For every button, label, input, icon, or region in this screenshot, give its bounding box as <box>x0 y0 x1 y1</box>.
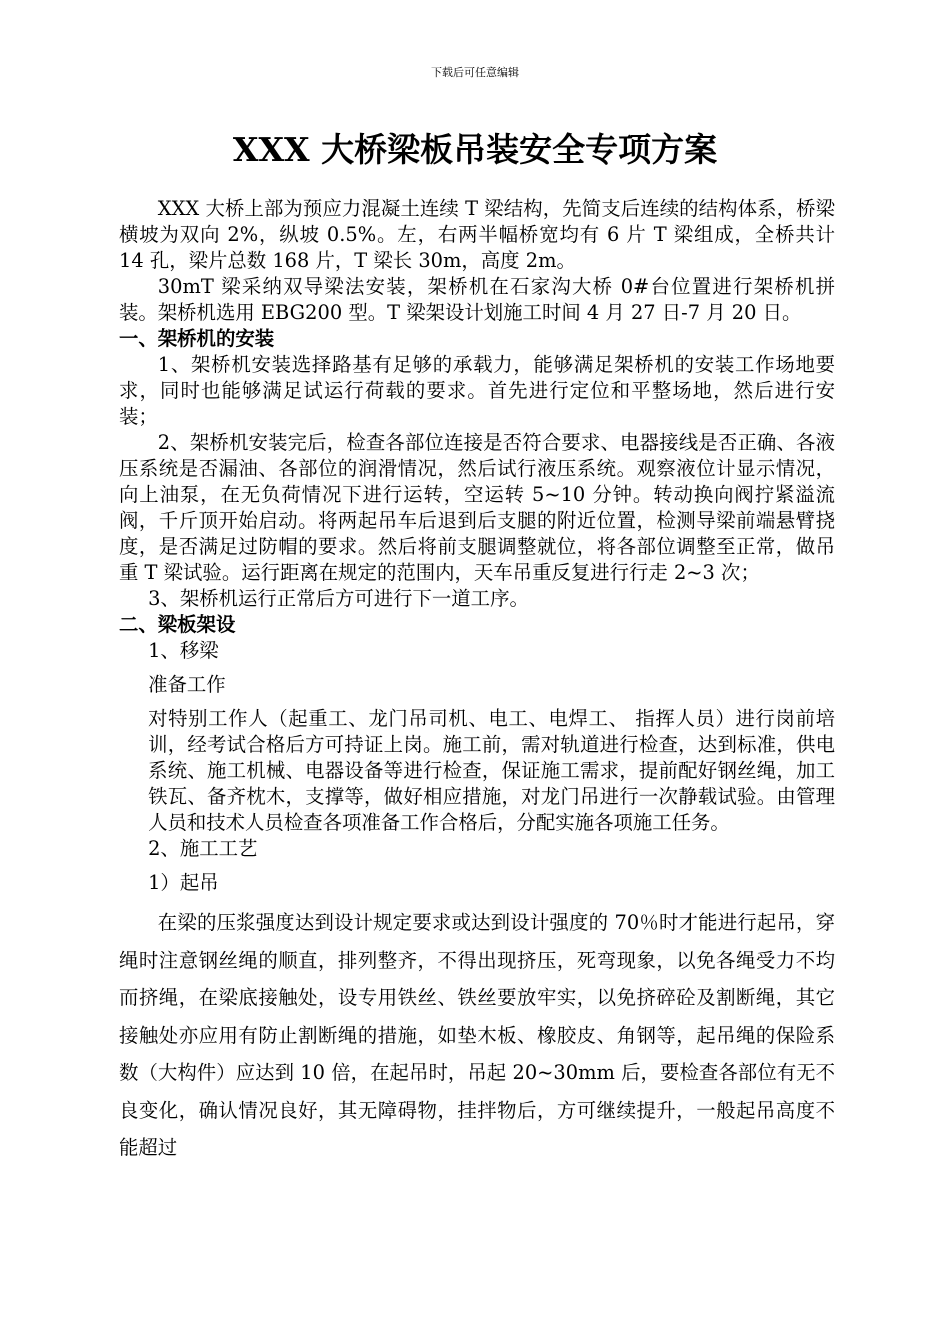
header-note: 下载后可任意编辑 <box>431 66 519 79</box>
intro-paragraph-1: XXX 大桥上部为预应力混凝土连续 T 梁结构，先简支后连续的结构体系，桥梁横坡为双向 2%，纵坡 0.5%。左，右两半幅桥宽均有 6 片 T 梁组成，全桥共计 14 孔，梁片总数 168 片，T 梁长 30m，高度 2m。 <box>119 197 835 272</box>
subsection-preparation: 准备工作 <box>148 673 226 696</box>
section-1-item-3: 3、架桥机运行正常后方可进行下一道工序。 <box>148 587 529 610</box>
document-title: XXX 大桥梁板吊装安全专项方案 <box>232 130 718 169</box>
section-1-item-2: 2、架桥机安装完后，检查各部位连接是否符合要求、电器接线是否正确、各液压系统是否漏油、各部位的润滑情况，然后试行液压系统。观察液位计显示情况，向上油泵，在无负荷情况下进行运转，空运转 5~10 分钟。转动换向阀拧紧溢流阀，千斤顶开始启动。将两起吊车后退到后支腿的附近位置，检测导梁前端悬臂挠度，是否满足过防帽的要求。然后将前支腿调整就位，将各部位调整至正常，做吊重 T 梁试验。运行距离在规定的范围内，天车吊重反复进行行走 2~3 次； <box>119 431 835 584</box>
subsection-process: 2、施工工艺 <box>148 837 258 860</box>
section-2-heading: 二、梁板架设 <box>119 613 236 636</box>
lifting-paragraph: 在梁的压浆强度达到设计规定要求或达到设计强度的 70％时才能进行起吊，穿绳时注意钢丝绳的顺直，排列整齐，不得出现挤压，死弯现象，以免各绳受力不均而挤绳，在梁底接触处，设专用铁丝、铁丝要放牢实，以免挤碎砼及割断绳，其它接触处亦应用有防止割断绳的措施，如垫木板、橡胶皮、角钢等，起吊绳的保险系数（大构件）应达到 10 倍，在起吊时，吊起 20~30mm 后，要检查各部位有无不良变化，确认情况良好，其无障碍物，挂拌物后，方可继续提升，一般起吊高度不能超过 <box>119 911 835 1159</box>
preparation-paragraph: 对特别工作人（起重工、龙门吊司机、电工、电焊工、 指挥人员）进行岗前培训，经考试合格后方可持证上岗。施工前，需对轨道进行检查，达到标准，供电系统、施工机械、电器设备等进行检查，保证施工需求，提前配好钢丝绳，加工铁瓦、备齐枕木，支撑等，做好相应措施，对龙门吊进行一次静载试验。由管理人员和技术人员检查各项准备工作合格后，分配实施各项施工任务。 <box>148 707 835 834</box>
document-body <box>119 196 835 1167</box>
intro-paragraph-2: 30mT 梁采纳双导梁法安装，架桥机在石家沟大桥 0#台位置进行架桥机拼装。架桥机选用 EBG200 型。T 梁架设计划施工时间 4 月 27 日-7 月 20 日。 <box>119 275 835 324</box>
subsection-move-beam: 1、移梁 <box>148 639 219 662</box>
section-1-item-1: 1、架桥机安装选择路基有足够的承载力，能够满足架桥机的安装工作场地要求，同时也能够满足试运行荷载的要求。首先进行定位和平整场地，然后进行安装； <box>119 353 835 428</box>
section-1-heading: 一、架桥机的安装 <box>119 327 275 350</box>
subsection-lifting: 1）起吊 <box>148 871 219 894</box>
